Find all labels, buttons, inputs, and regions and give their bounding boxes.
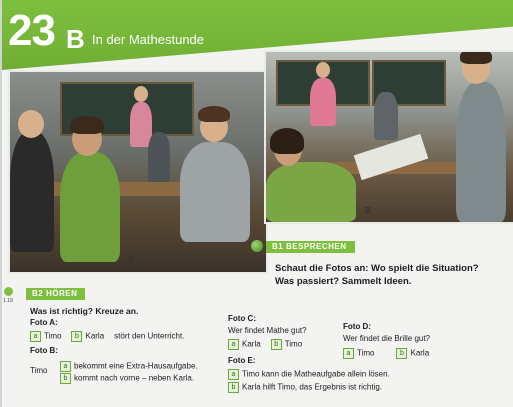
student-hair xyxy=(70,116,104,134)
checkbox-b[interactable]: b xyxy=(71,331,82,342)
student-figure xyxy=(456,82,506,222)
teacher-head xyxy=(134,86,148,102)
foto-c-title: Foto C: xyxy=(228,314,256,323)
student-figure xyxy=(148,132,170,182)
classroom-photo-a xyxy=(8,70,268,274)
checkbox-a[interactable]: a xyxy=(228,339,239,350)
checkbox-b[interactable]: b xyxy=(60,373,71,384)
unit-number: 23 xyxy=(8,6,55,55)
classroom-photo-b xyxy=(264,50,513,224)
b2-section-badge: B2 HÖREN xyxy=(26,288,85,300)
foto-e-option-b xyxy=(228,382,382,393)
checkbox-a[interactable]: a xyxy=(30,331,41,342)
answer-text: stört den Unterricht. xyxy=(114,331,185,341)
checkbox-a[interactable]: a xyxy=(228,369,239,380)
foto-b-title: Foto B: xyxy=(30,346,58,355)
foto-b-option-a xyxy=(60,361,198,372)
student-hair xyxy=(460,50,492,64)
answer-text: Timo xyxy=(284,339,303,349)
student-figure xyxy=(60,152,120,262)
student-head xyxy=(18,110,44,138)
foto-d-question: Wer findet die Brille gut? xyxy=(343,334,431,343)
audio-track-icon xyxy=(4,287,13,296)
photo-b-label: B xyxy=(365,206,371,215)
answer-text: Karla hilft Timo, das Ergebnis ist richtig. xyxy=(242,382,383,392)
b2-question: Was ist richtig? Kreuze an. xyxy=(30,306,139,316)
student-hair xyxy=(270,128,304,154)
foto-b-option-b xyxy=(60,373,194,384)
foto-e-title: Foto E: xyxy=(228,356,256,365)
unit-title: In der Mathestunde xyxy=(92,32,205,47)
answer-text: Timo xyxy=(357,348,375,358)
teacher-head xyxy=(316,62,330,78)
unit-letter: B xyxy=(66,24,85,54)
checkbox-b[interactable]: b xyxy=(271,339,282,350)
answer-text: Timo kann die Matheaufgabe allein lösen. xyxy=(242,369,390,379)
foto-a-title: Foto A: xyxy=(30,318,58,327)
audio-track-number: 1.19 xyxy=(3,298,13,304)
checkbox-a[interactable]: a xyxy=(60,361,71,372)
student-figure xyxy=(374,92,398,140)
answer-text: bekommt eine Extra-Hausaufgabe. xyxy=(74,361,198,371)
answer-text: Karla xyxy=(410,348,430,358)
photo-a-label: A xyxy=(128,254,134,263)
answer-text: Timo xyxy=(44,331,62,341)
checkbox-b[interactable]: b xyxy=(396,348,407,359)
foto-d-title: Foto D: xyxy=(343,322,371,331)
b1-instruction-line-2: Was passiert? Sammelt Ideen. xyxy=(275,276,412,287)
student-figure xyxy=(10,132,54,252)
answer-text: kommt nach vorne – neben Karla. xyxy=(74,373,195,383)
foto-e-option-a xyxy=(228,369,390,380)
answer-text: Karla xyxy=(85,331,105,341)
student-figure xyxy=(266,162,356,222)
foto-c-answer-row xyxy=(228,339,302,350)
foto-c-question: Wer findet Mathe gut? xyxy=(228,326,307,335)
answer-text: Karla xyxy=(242,339,261,349)
globe-icon xyxy=(251,240,263,252)
checkbox-a[interactable]: a xyxy=(343,348,354,359)
foto-a-answer-row xyxy=(30,331,184,342)
student-figure xyxy=(180,142,250,242)
foto-d-answer-row xyxy=(343,348,429,359)
b1-section-badge: B1 BESPRECHEN xyxy=(266,241,355,253)
teacher-figure xyxy=(310,78,336,126)
foto-b-subject: Timo xyxy=(30,366,48,375)
checkbox-b[interactable]: b xyxy=(228,382,239,393)
student-hair xyxy=(198,106,230,122)
textbook-page xyxy=(2,0,513,407)
b1-instruction-line-1: Schaut die Fotos an: Wo spielt die Situation? xyxy=(275,263,479,274)
